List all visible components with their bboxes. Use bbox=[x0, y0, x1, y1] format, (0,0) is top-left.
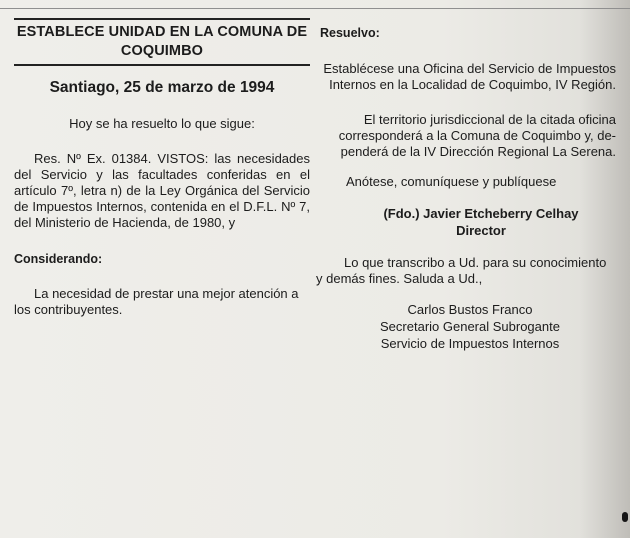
signer-title: Director bbox=[456, 223, 506, 238]
closing-name: Carlos Bustos Franco bbox=[407, 302, 533, 317]
binding-hole-mark bbox=[622, 512, 628, 522]
publication-order: Anótese, comuníquese y publíquese bbox=[346, 174, 557, 189]
closing-signature bbox=[316, 301, 616, 352]
closing-title: Secretario General Subrogante bbox=[380, 319, 560, 334]
resuelvo-p2-line-1: El territorio jurisdiccional de la citada oficina bbox=[363, 112, 616, 127]
section-heading bbox=[14, 20, 310, 64]
considerando-paragraph: La necesidad de prestar una mejor atención a los contribuyentes. bbox=[14, 286, 299, 317]
resuelvo-p1-line-1: Establécese una Oficina del Servicio de Impuestos bbox=[323, 61, 616, 76]
document-date: Santiago, 25 de marzo de 1994 bbox=[49, 79, 275, 96]
resuelvo-paragraph-1 bbox=[316, 61, 616, 93]
considerando-label: Considerando: bbox=[14, 252, 103, 266]
top-rule bbox=[0, 8, 630, 9]
closing-organization: Servicio de Impuestos Internos bbox=[380, 336, 560, 351]
signer-name: (Fdo.) Javier Etcheberry Celhay bbox=[383, 206, 579, 221]
resuelvo-p2-line-3: penderá de la IV Dirección Regional La Serena. bbox=[340, 144, 616, 159]
resuelvo-label: Resuelvo: bbox=[320, 26, 380, 40]
left-column bbox=[14, 18, 310, 318]
transcription-paragraph: Lo que transcribo a Ud. para su conocimiento y demás fines. Saluda a Ud., bbox=[316, 255, 607, 286]
heading-line-1: ESTABLECE UNIDAD EN LA COMUNA DE bbox=[16, 24, 308, 40]
heading-bottom-rule bbox=[14, 64, 310, 66]
intro-text: Hoy se ha resuelto lo que sigue: bbox=[69, 116, 255, 131]
heading-line-2: COQUIMBO bbox=[120, 43, 204, 59]
right-column bbox=[316, 18, 616, 352]
resuelvo-p1-line-2: Internos en la Localidad de Coquimbo, IV Región. bbox=[329, 77, 616, 92]
resuelvo-p2-line-2: corresponderá a la Comuna de Coquimbo y, de- bbox=[338, 128, 616, 143]
signature-block bbox=[316, 205, 616, 239]
resuelvo-paragraph-2 bbox=[316, 112, 616, 160]
resolution-paragraph: Res. Nº Ex. 01384. VISTOS: las necesidades del Servicio y las facultades conferidas en el artículo 7º, letra n) de la Ley Orgánica del Servicio de Impuestos Internos, contenida en el D.F.L. Nº 7, del Ministerio de Hacienda, de 1980, y bbox=[14, 151, 310, 230]
